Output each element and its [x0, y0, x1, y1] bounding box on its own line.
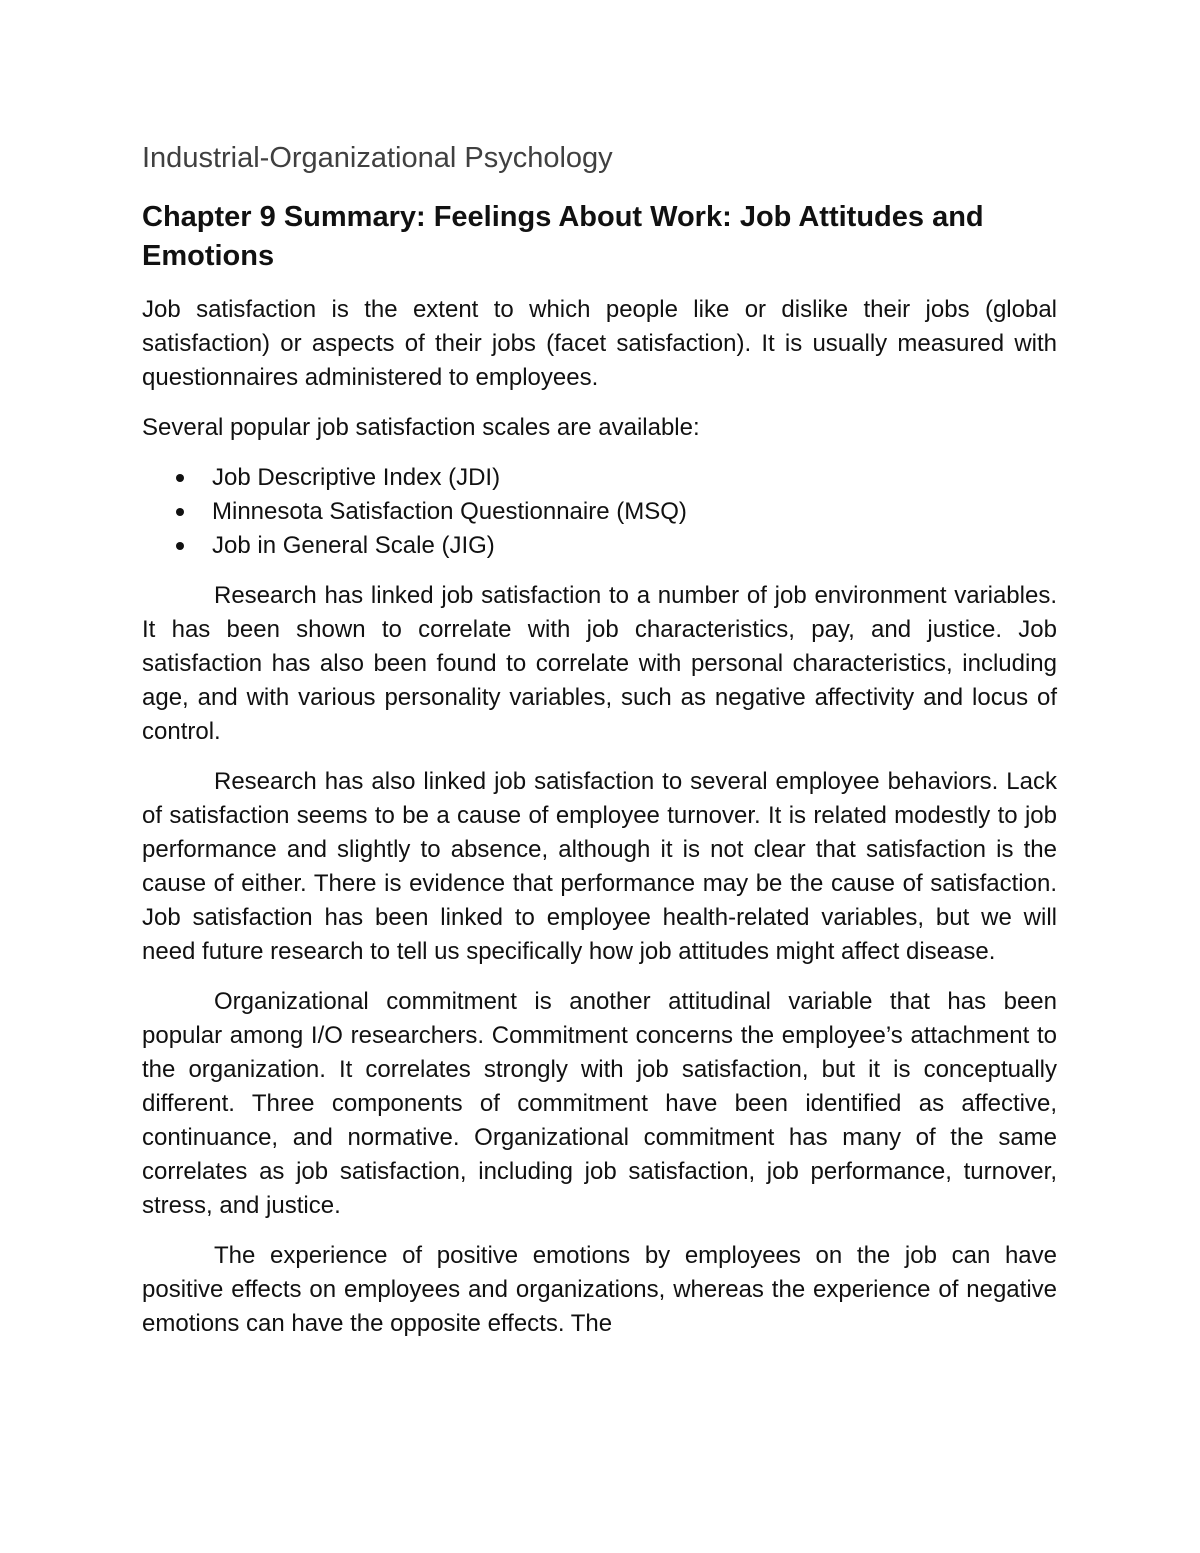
- list-item: Job in General Scale (JIG): [176, 529, 1057, 563]
- list-item: Minnesota Satisfaction Questionnaire (MSQ): [176, 495, 1057, 529]
- bullet-icon: [176, 542, 184, 550]
- bullet-icon: [176, 508, 184, 516]
- document-page: [142, 140, 1057, 1357]
- bullet-icon: [176, 474, 184, 482]
- paragraph-emotions: The experience of positive emotions by employees on the job can have positive effects on employees and organizations, whereas the experience of negative emotions can have the opposite effects. The: [142, 1241, 1057, 1337]
- paragraph-job-satisfaction-definition: Job satisfaction is the extent to which people like or dislike their jobs (global satisfaction) or aspects of their jobs (facet satisfaction). It is usually measured with questionnaires administered to employees.: [142, 295, 1057, 391]
- list-item: Job Descriptive Index (JDI): [176, 461, 1057, 495]
- scales-list: [142, 461, 1057, 563]
- paragraph-organizational-commitment: Organizational commitment is another attitudinal variable that has been popular among I/O researchers. Commitment concerns the employee’s attachment to the organization. It correlates strongly with job satisfaction, but it is conceptually different. Three components of commitment have been identified as affective, continuance, and normative. Organizational commitment has many of the same correlates as job satisfaction, including job satisfaction, job performance, turnover, stress, and justice.: [142, 987, 1057, 1219]
- course-title: Industrial-Organizational Psychology: [142, 142, 613, 174]
- paragraph-employee-behaviors: Research has also linked job satisfaction to several employee behaviors. Lack of satisfaction seems to be a cause of employee turnover. It is related modestly to job performance and slightly to absence, although it is not clear that satisfaction is the cause of either. There is evidence that performance may be the cause of satisfaction. Job satisfaction has been linked to employee health-related variables, but we will need future research to tell us specifically how job attitudes might affect disease.: [142, 767, 1057, 965]
- paragraph-job-environment: Research has linked job satisfaction to a number of job environment variables. It has been shown to correlate with job characteristics, pay, and justice. Job satisfaction has also been found to correlate with personal characteristics, including age, and with various personality variables, such as negative affectivity and locus of control.: [142, 581, 1057, 745]
- paragraph-scales-intro: Several popular job satisfaction scales are available:: [142, 413, 700, 441]
- chapter-title: Chapter 9 Summary: Feelings About Work: Job Attitudes and Emotions: [142, 201, 984, 273]
